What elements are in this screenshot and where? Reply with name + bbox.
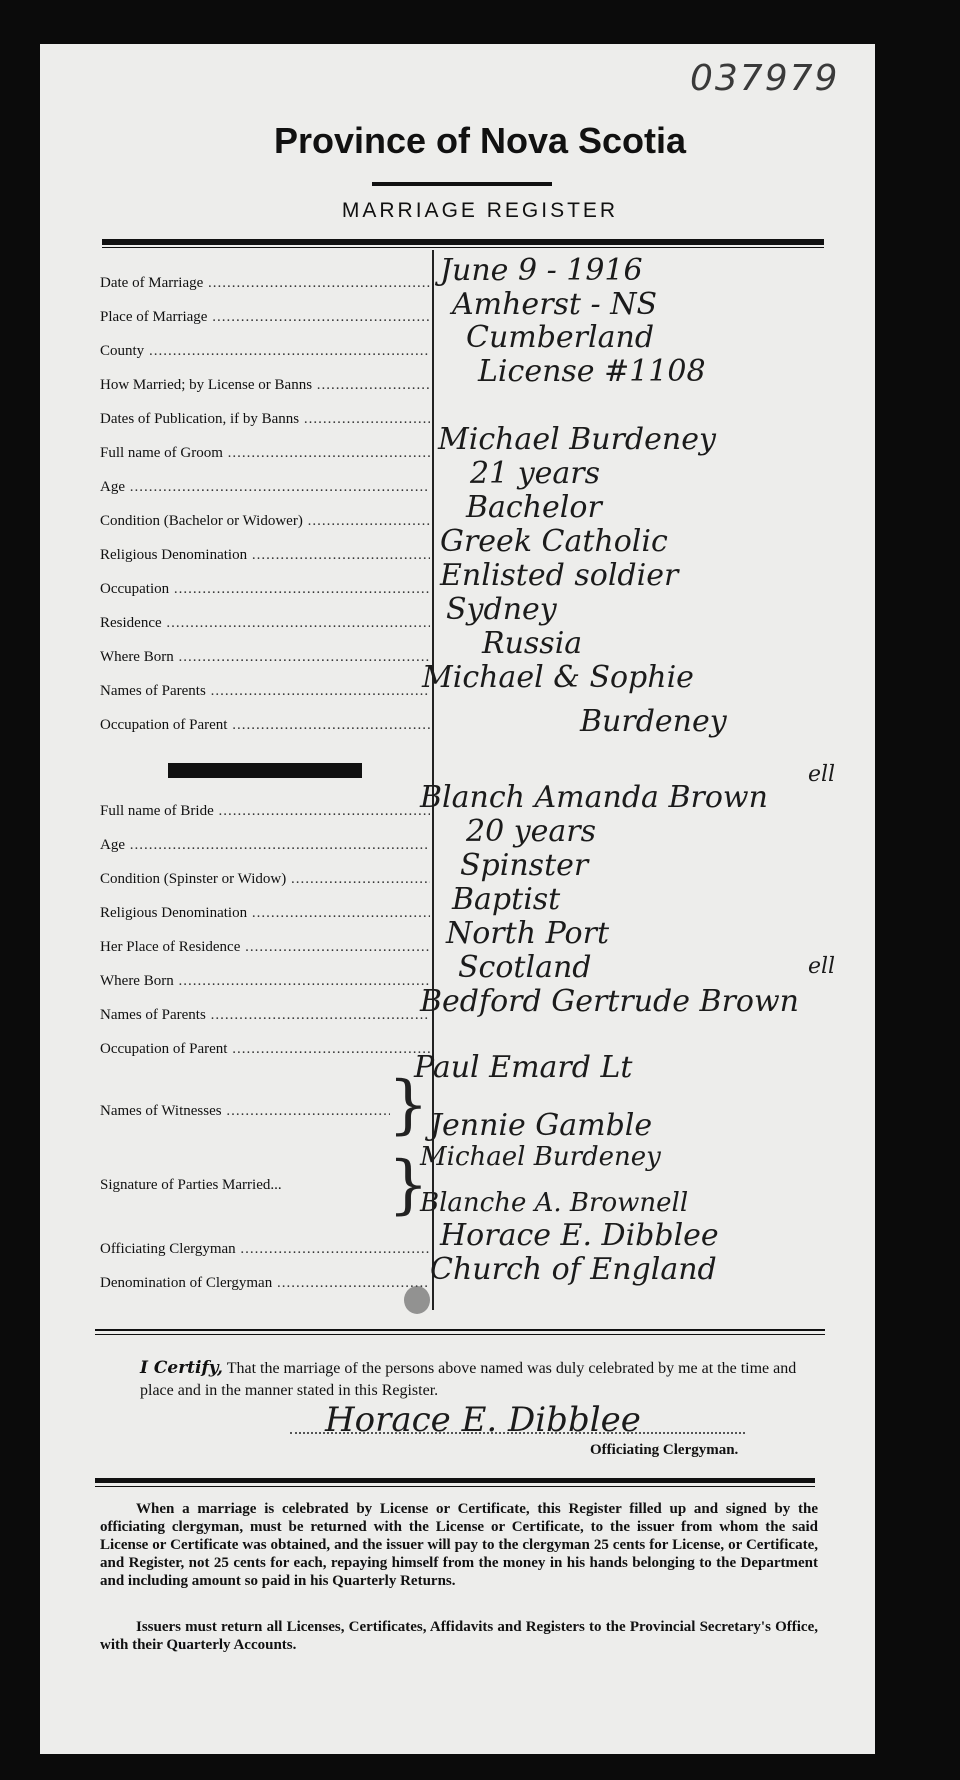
field-label-groom-born: Where Born ..... xyxy=(100,649,430,666)
ink-stain xyxy=(404,1286,430,1314)
field-value-groom-residence: Sydney xyxy=(446,592,557,627)
field-value-bride-age: 20 years xyxy=(466,814,597,849)
field-label-bride-religion: Religious Denomination ..... xyxy=(100,905,430,922)
field-value-bride-name: Blanch Amanda Brown xyxy=(420,780,768,815)
field-label-bride-name: Full name of Bride ..... xyxy=(100,803,430,820)
field-label-dates-of-publication: Dates of Publication, if by Banns ..... xyxy=(100,411,430,428)
footer-return-notice: Issuers must return all Licenses, Certificates, Affidavits and Registers to the Provincial Secretary's Office, with their Quarterly Accounts. xyxy=(100,1619,818,1653)
field-label-groom-age: Age ..... xyxy=(100,479,430,496)
field-label-groom-residence: Residence ..... xyxy=(100,615,430,632)
field-label-groom-religion: Religious Denomination ..... xyxy=(100,547,430,564)
field-value-groom-condition: Bachelor xyxy=(466,490,602,525)
field-value-bride-parents: Bedford Gertrude Brown xyxy=(420,984,799,1019)
clergy-signature: Horace E. Dibblee xyxy=(325,1400,641,1440)
header-rule-thin xyxy=(102,247,824,248)
witness-2: Jennie Gamble xyxy=(430,1108,653,1143)
field-value-groom-religion: Greek Catholic xyxy=(440,524,668,559)
field-value-groom-occupation: Enlisted soldier xyxy=(440,558,679,593)
field-value-groom-name: Michael Burdeney xyxy=(438,422,716,457)
bride-signature: Blanche A. Brownell xyxy=(420,1188,689,1218)
certify-rule xyxy=(95,1329,825,1331)
serial-number: 037979 xyxy=(690,58,840,99)
field-label-groom-name: Full name of Groom ..... xyxy=(100,445,430,462)
certify-text: That the marriage of the persons above named was duly celebrated by me at the time and place and in the manner stated in this Register. xyxy=(140,1360,797,1399)
header-rule xyxy=(102,239,824,245)
field-label-place-of-marriage: Place of Marriage ..... xyxy=(100,309,430,326)
field-label-denomination-clergyman: Denomination of Clergyman ..... xyxy=(100,1275,430,1292)
field-value-county: Cumberland xyxy=(466,320,655,355)
field-label-witnesses: Names of Witnesses ..... xyxy=(100,1103,390,1120)
field-label-bride-parents: Names of Parents ..... xyxy=(100,1007,430,1024)
certify-statement xyxy=(140,1357,820,1402)
title-divider xyxy=(372,182,552,186)
field-label-groom-parent-occupation: Occupation of Parent ..... xyxy=(100,717,430,734)
certify-lead: I Certify, xyxy=(140,1358,223,1378)
footer-rule-thin xyxy=(95,1486,815,1487)
field-value-place-of-marriage: Amherst - NS xyxy=(452,287,657,322)
field-label-bride-born: Where Born ..... xyxy=(100,973,430,990)
field-value-bride-residence: North Port xyxy=(446,916,609,951)
witnesses-brace: } xyxy=(388,1068,429,1142)
field-value-bride-religion: Baptist xyxy=(452,882,561,917)
page-title: Province of Nova Scotia xyxy=(273,120,687,161)
field-value-groom-parent-occupation: Burdeney xyxy=(580,704,727,739)
field-label-officiating-clergyman: Officiating Clergyman ..... xyxy=(100,1241,430,1258)
signatures-brace: } xyxy=(388,1148,429,1222)
field-value-bride-born-suffix: ell xyxy=(808,954,836,979)
field-value-date-of-marriage: June 9 - 1916 xyxy=(440,253,643,288)
field-value-groom-born: Russia xyxy=(482,626,583,661)
field-value-groom-age: 21 years xyxy=(470,456,601,491)
field-value-bride-born: Scotland xyxy=(458,950,592,985)
field-label-bride-condition: Condition (Spinster or Widow) ..... xyxy=(100,871,430,888)
field-value-officiating-clergyman: Horace E. Dibblee xyxy=(440,1218,719,1253)
field-label-groom-condition: Condition (Bachelor or Widower) ..... xyxy=(100,513,430,530)
field-label-bride-parent-occupation: Occupation of Parent ..... xyxy=(100,1041,430,1058)
field-value-bride-condition: Spinster xyxy=(460,848,589,883)
witness-1: Paul Emard Lt xyxy=(414,1050,633,1085)
groom-signature: Michael Burdeney xyxy=(420,1142,661,1172)
field-label-date-of-marriage: Date of Marriage ..... xyxy=(100,275,430,292)
footer-rule xyxy=(95,1478,815,1483)
field-value-how-married: License #1108 xyxy=(478,354,706,389)
page-subtitle: MARRIAGE REGISTER xyxy=(341,199,619,222)
field-value-bride-name-suffix: ell xyxy=(808,762,836,787)
field-label-signatures: Signature of Parties Married... xyxy=(100,1177,282,1193)
footer-instructions: When a marriage is celebrated by License or Certificate, this Register filled up and signed by the officiating clergyman, must be returned with the License or Certificate, to the issuer from whom the said License or Certificate was obtained, and the issuer will pay to the clergyman 25 cents for License, or Certificate, and Register, not 25 cents for each, repaying himself from the money in his hands belonging to the Department and including amount so paid in his Quarterly Returns. xyxy=(100,1501,818,1589)
certify-rule-thin xyxy=(95,1334,825,1335)
field-label-groom-occupation: Occupation ..... xyxy=(100,581,430,598)
field-label-county: County ..... xyxy=(100,343,430,360)
clergy-signature-caption: Officiating Clergyman. xyxy=(590,1442,739,1458)
field-label-groom-parents: Names of Parents ..... xyxy=(100,683,430,700)
field-label-bride-age: Age ..... xyxy=(100,837,430,854)
bride-section-bar xyxy=(168,763,362,778)
field-value-groom-parents: Michael & Sophie xyxy=(422,660,694,695)
field-label-how-married: How Married; by License or Banns ..... xyxy=(100,377,430,394)
field-label-bride-residence: Her Place of Residence ..... xyxy=(100,939,430,956)
field-value-denomination-clergyman: Church of England xyxy=(430,1252,717,1287)
